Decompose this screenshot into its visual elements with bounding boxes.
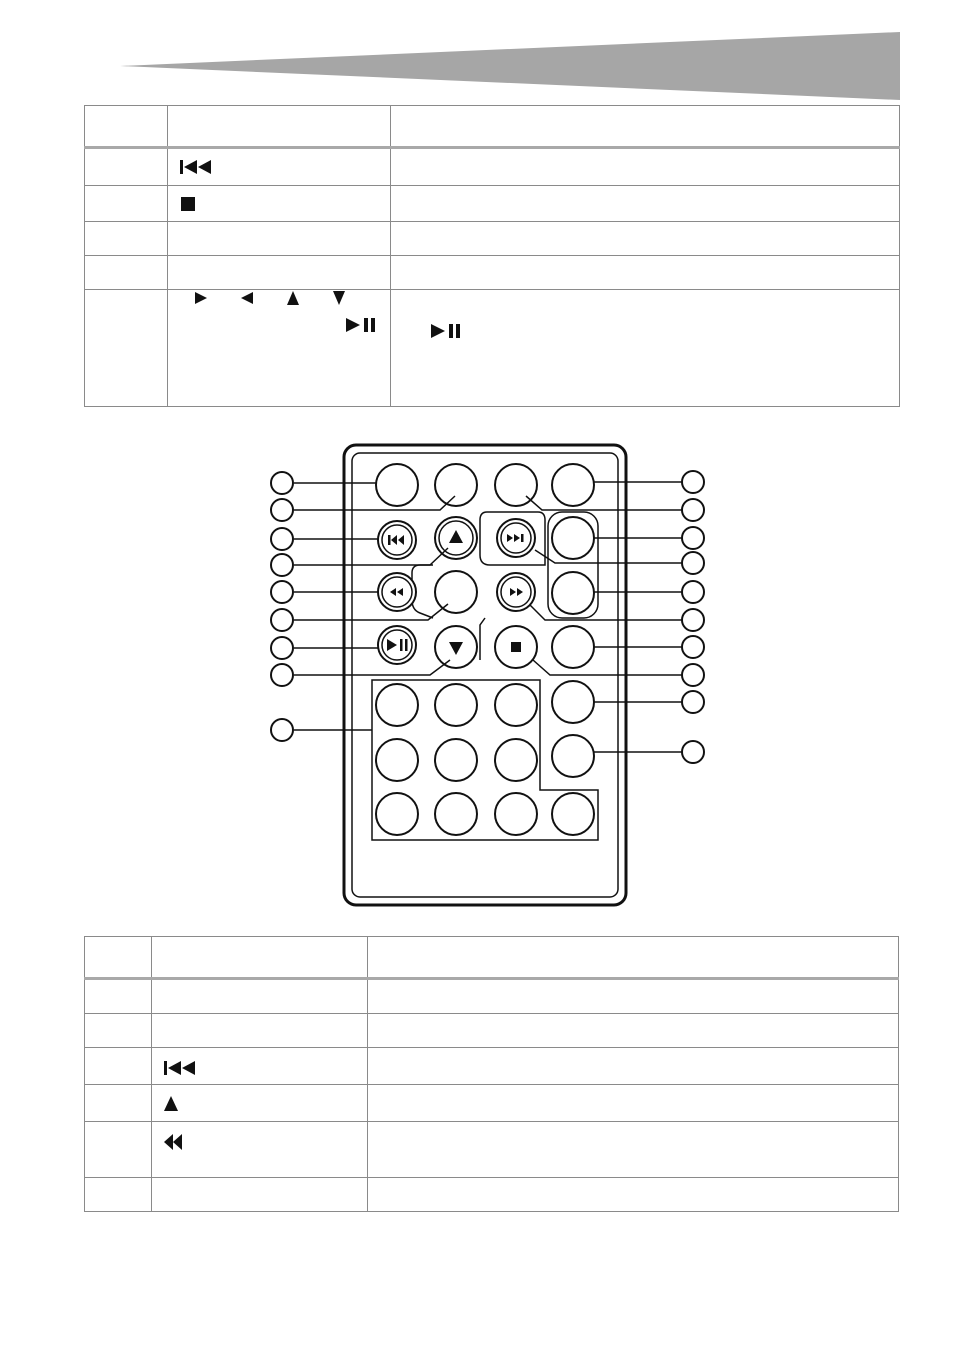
row-icon-cell (152, 1085, 368, 1122)
table-row (85, 1014, 899, 1048)
down-arrow-icon (330, 290, 348, 306)
skip-back-icon (162, 1058, 202, 1078)
row-number (85, 1178, 152, 1212)
remote-control-diagram (260, 440, 720, 910)
row-icon-cell (168, 148, 391, 186)
header-cell (368, 937, 899, 979)
table-header-row (85, 937, 899, 979)
table-row (85, 1122, 899, 1178)
row-icon-cell (152, 1014, 368, 1048)
table-row (85, 186, 900, 222)
table-row (85, 1048, 899, 1085)
table-row (85, 148, 900, 186)
row-icon-cell (168, 290, 391, 407)
row-description (391, 256, 900, 290)
row-number (85, 1014, 152, 1048)
row-number (85, 1085, 152, 1122)
row-description (368, 979, 899, 1014)
row-description (368, 1122, 899, 1178)
row-number (85, 148, 168, 186)
table-row (85, 1085, 899, 1122)
header-cell (85, 106, 168, 148)
row-icon-cell (152, 979, 368, 1014)
row-description (368, 1178, 899, 1212)
table-header-row (85, 106, 900, 148)
row-number (85, 979, 152, 1014)
row-description (368, 1048, 899, 1085)
row-description (391, 186, 900, 222)
stop-icon (511, 642, 521, 652)
header-cell (391, 106, 900, 148)
row-number (85, 290, 168, 407)
right-callout-markers (682, 471, 704, 763)
row-icon-cell (152, 1048, 368, 1085)
table-row (85, 290, 900, 407)
row-description (368, 1085, 899, 1122)
row-number (85, 1122, 152, 1178)
row-description (391, 148, 900, 186)
row-icon-cell (168, 222, 391, 256)
left-callout-markers (271, 472, 293, 741)
row-icon-cell (152, 1178, 368, 1212)
bottom-spec-table (84, 936, 899, 1212)
header-cell (168, 106, 391, 148)
row-description (391, 222, 900, 256)
play-pause-icon (344, 316, 378, 334)
row-icon-cell (152, 1122, 368, 1178)
play-pause-icon (429, 322, 463, 340)
skip-back-icon (178, 157, 218, 177)
row-description (368, 1014, 899, 1048)
stop-icon (178, 194, 198, 214)
row-number (85, 256, 168, 290)
header-cell (85, 937, 152, 979)
rewind-icon (162, 1132, 184, 1152)
table-row (85, 256, 900, 290)
right-arrow-icon (192, 290, 210, 306)
table-row (85, 979, 899, 1014)
up-arrow-icon (162, 1095, 180, 1113)
row-icon-cell (168, 256, 391, 290)
table-row (85, 222, 900, 256)
header-wedge (0, 0, 954, 110)
row-icon-cell (168, 186, 391, 222)
row-number (85, 186, 168, 222)
row-number (85, 222, 168, 256)
top-spec-table (84, 105, 900, 407)
header-cell (152, 937, 368, 979)
up-arrow-icon (284, 290, 302, 306)
row-description (391, 290, 900, 407)
table-row (85, 1178, 899, 1212)
row-number (85, 1048, 152, 1085)
left-arrow-icon (238, 290, 256, 306)
